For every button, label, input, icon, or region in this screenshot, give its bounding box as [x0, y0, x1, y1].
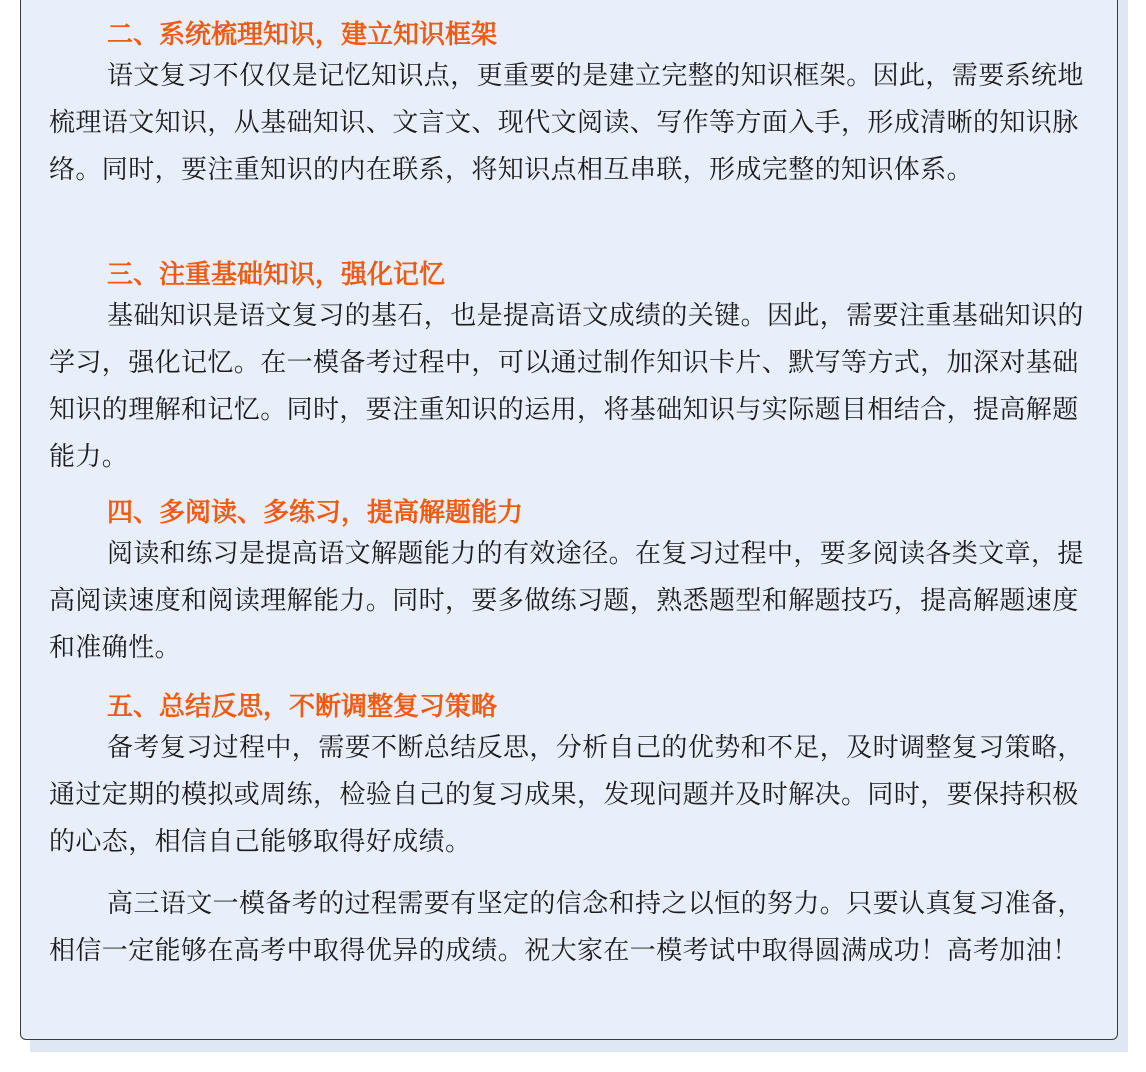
section-heading: 三、注重基础知识，强化记忆 — [107, 260, 446, 290]
section-paragraph: 阅读和练习是提高语文解题能力的有效途径。在复习过程中，要多阅读各类文章，提高阅读速度和阅读理解能力。同时，要多做练习题，熟悉题型和解题技巧，提高解题速度和准确性。 — [49, 539, 1084, 663]
conclusion-paragraph: 高三语文一模备考的过程需要有坚定的信念和持之以恒的努力。只要认真复习准备，相信一定能够在高考中取得优异的成绩。祝大家在一模考试中取得圆满成功！高考加油！ — [49, 889, 1084, 966]
section-paragraph: 备考复习过程中，需要不断总结反思，分析自己的优势和不足，及时调整复习策略，通过定期的模拟或周练，检验自己的复习成果，发现问题并及时解决。同时，要保持积极的心态，相信自己能够取得好成绩。 — [49, 733, 1084, 857]
section-heading: 二、系统梳理知识，建立知识框架 — [107, 20, 498, 50]
section-heading: 四、多阅读、多练习，提高解题能力 — [107, 498, 524, 528]
section-2 — [49, 17, 1095, 194]
section-5 — [49, 689, 1095, 866]
section-paragraph: 基础知识是语文复习的基石，也是提高语文成绩的关键。因此，需要注重基础知识的学习，强化记忆。在一模备考过程中，可以通过制作知识卡片、默写等方式，加深对基础知识的理解和记忆。同时，要注重知识的运用，将基础知识与实际题目相结合，提高解题能力。 — [49, 301, 1084, 472]
article-card — [20, 0, 1118, 1040]
conclusion — [49, 881, 1095, 975]
section-3 — [49, 257, 1095, 481]
section-heading: 五、总结反思，不断调整复习策略 — [107, 692, 498, 722]
section-paragraph: 语文复习不仅仅是记忆知识点，更重要的是建立完整的知识框架。因此，需要系统地梳理语文知识，从基础知识、文言文、现代文阅读、写作等方面入手，形成清晰的知识脉络。同时，要注重知识的内在联系，将知识点相互串联，形成完整的知识体系。 — [49, 61, 1084, 185]
section-4 — [49, 495, 1095, 672]
